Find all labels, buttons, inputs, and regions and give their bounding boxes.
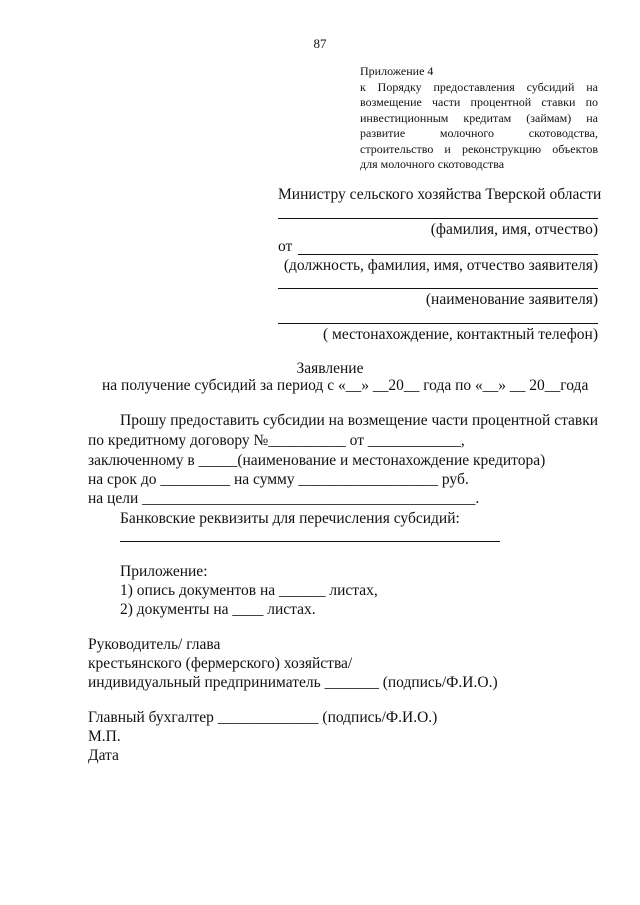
fio-fill-line bbox=[278, 218, 598, 219]
appendix-line: строительство и реконструкцию объектов bbox=[360, 141, 598, 156]
position-hint: (должность, фамилия, имя, отчество заявителя) bbox=[283, 257, 598, 274]
body-line-1: Прошу предоставить субсидии на возмещение части процентной ставки bbox=[120, 412, 599, 429]
from-fill-line bbox=[298, 254, 598, 255]
head-title-line-1: Руководитель/ глава bbox=[88, 636, 221, 653]
bank-details-label: Банковские реквизиты для перечисления субсидий: bbox=[120, 510, 460, 527]
appendix-line: развитие молочного скотоводства, bbox=[360, 126, 598, 140]
attachment-item-2: 2) документы на ____ листах. bbox=[120, 601, 316, 618]
page-number: 87 bbox=[313, 36, 327, 51]
date-label: Дата bbox=[88, 747, 119, 764]
fio-hint: (фамилия, имя, отчество) bbox=[430, 221, 598, 238]
body-line-2: по кредитному договору №__________ от ____________, bbox=[88, 432, 465, 449]
appendix-block bbox=[360, 64, 598, 173]
from-label: от bbox=[278, 238, 293, 255]
appendix-line: к Порядку предоставления субсидий на bbox=[360, 79, 598, 94]
body-line-4: на срок до _________ на сумму __________________ руб. bbox=[88, 471, 469, 488]
bank-details-fill-line bbox=[120, 541, 500, 542]
appendix-line: инвестиционным кредитам (займам) на bbox=[360, 110, 598, 125]
location-hint: ( местонахождение, контактный телефон) bbox=[322, 326, 598, 343]
accountant-signature-line: Главный бухгалтер _____________ (подпись/Ф.И.О.) bbox=[88, 709, 438, 726]
applicant-fill-line bbox=[278, 288, 598, 289]
body-line-3: заключенному в _____(наименование и местонахождение кредитора) bbox=[88, 452, 546, 469]
document-title: Заявление bbox=[296, 360, 364, 377]
stamp-label: М.П. bbox=[88, 728, 121, 745]
location-fill-line bbox=[278, 323, 598, 324]
attachment-item-1: 1) опись документов на ______ листах, bbox=[120, 582, 378, 599]
applicant-hint: (наименование заявителя) bbox=[425, 291, 598, 308]
body-line-5: на цели ___________________________________________. bbox=[88, 490, 480, 507]
head-signature-line: индивидуальный предприниматель _______ (подпись/Ф.И.О.) bbox=[88, 674, 498, 691]
addressee: Министру сельского хозяйства Тверской области bbox=[278, 186, 602, 203]
period-line: на получение субсидий за период с «__» __20__ года по «__» __ 20__года bbox=[102, 377, 589, 394]
appendix-title: Приложение 4 bbox=[360, 64, 434, 78]
appendix-line: возмещение части процентной ставки по bbox=[360, 95, 598, 109]
attachments-label: Приложение: bbox=[120, 563, 208, 580]
appendix-last-line: для молочного скотоводства bbox=[360, 157, 505, 171]
head-title-line-2: крестьянского (фермерского) хозяйства/ bbox=[88, 655, 353, 672]
